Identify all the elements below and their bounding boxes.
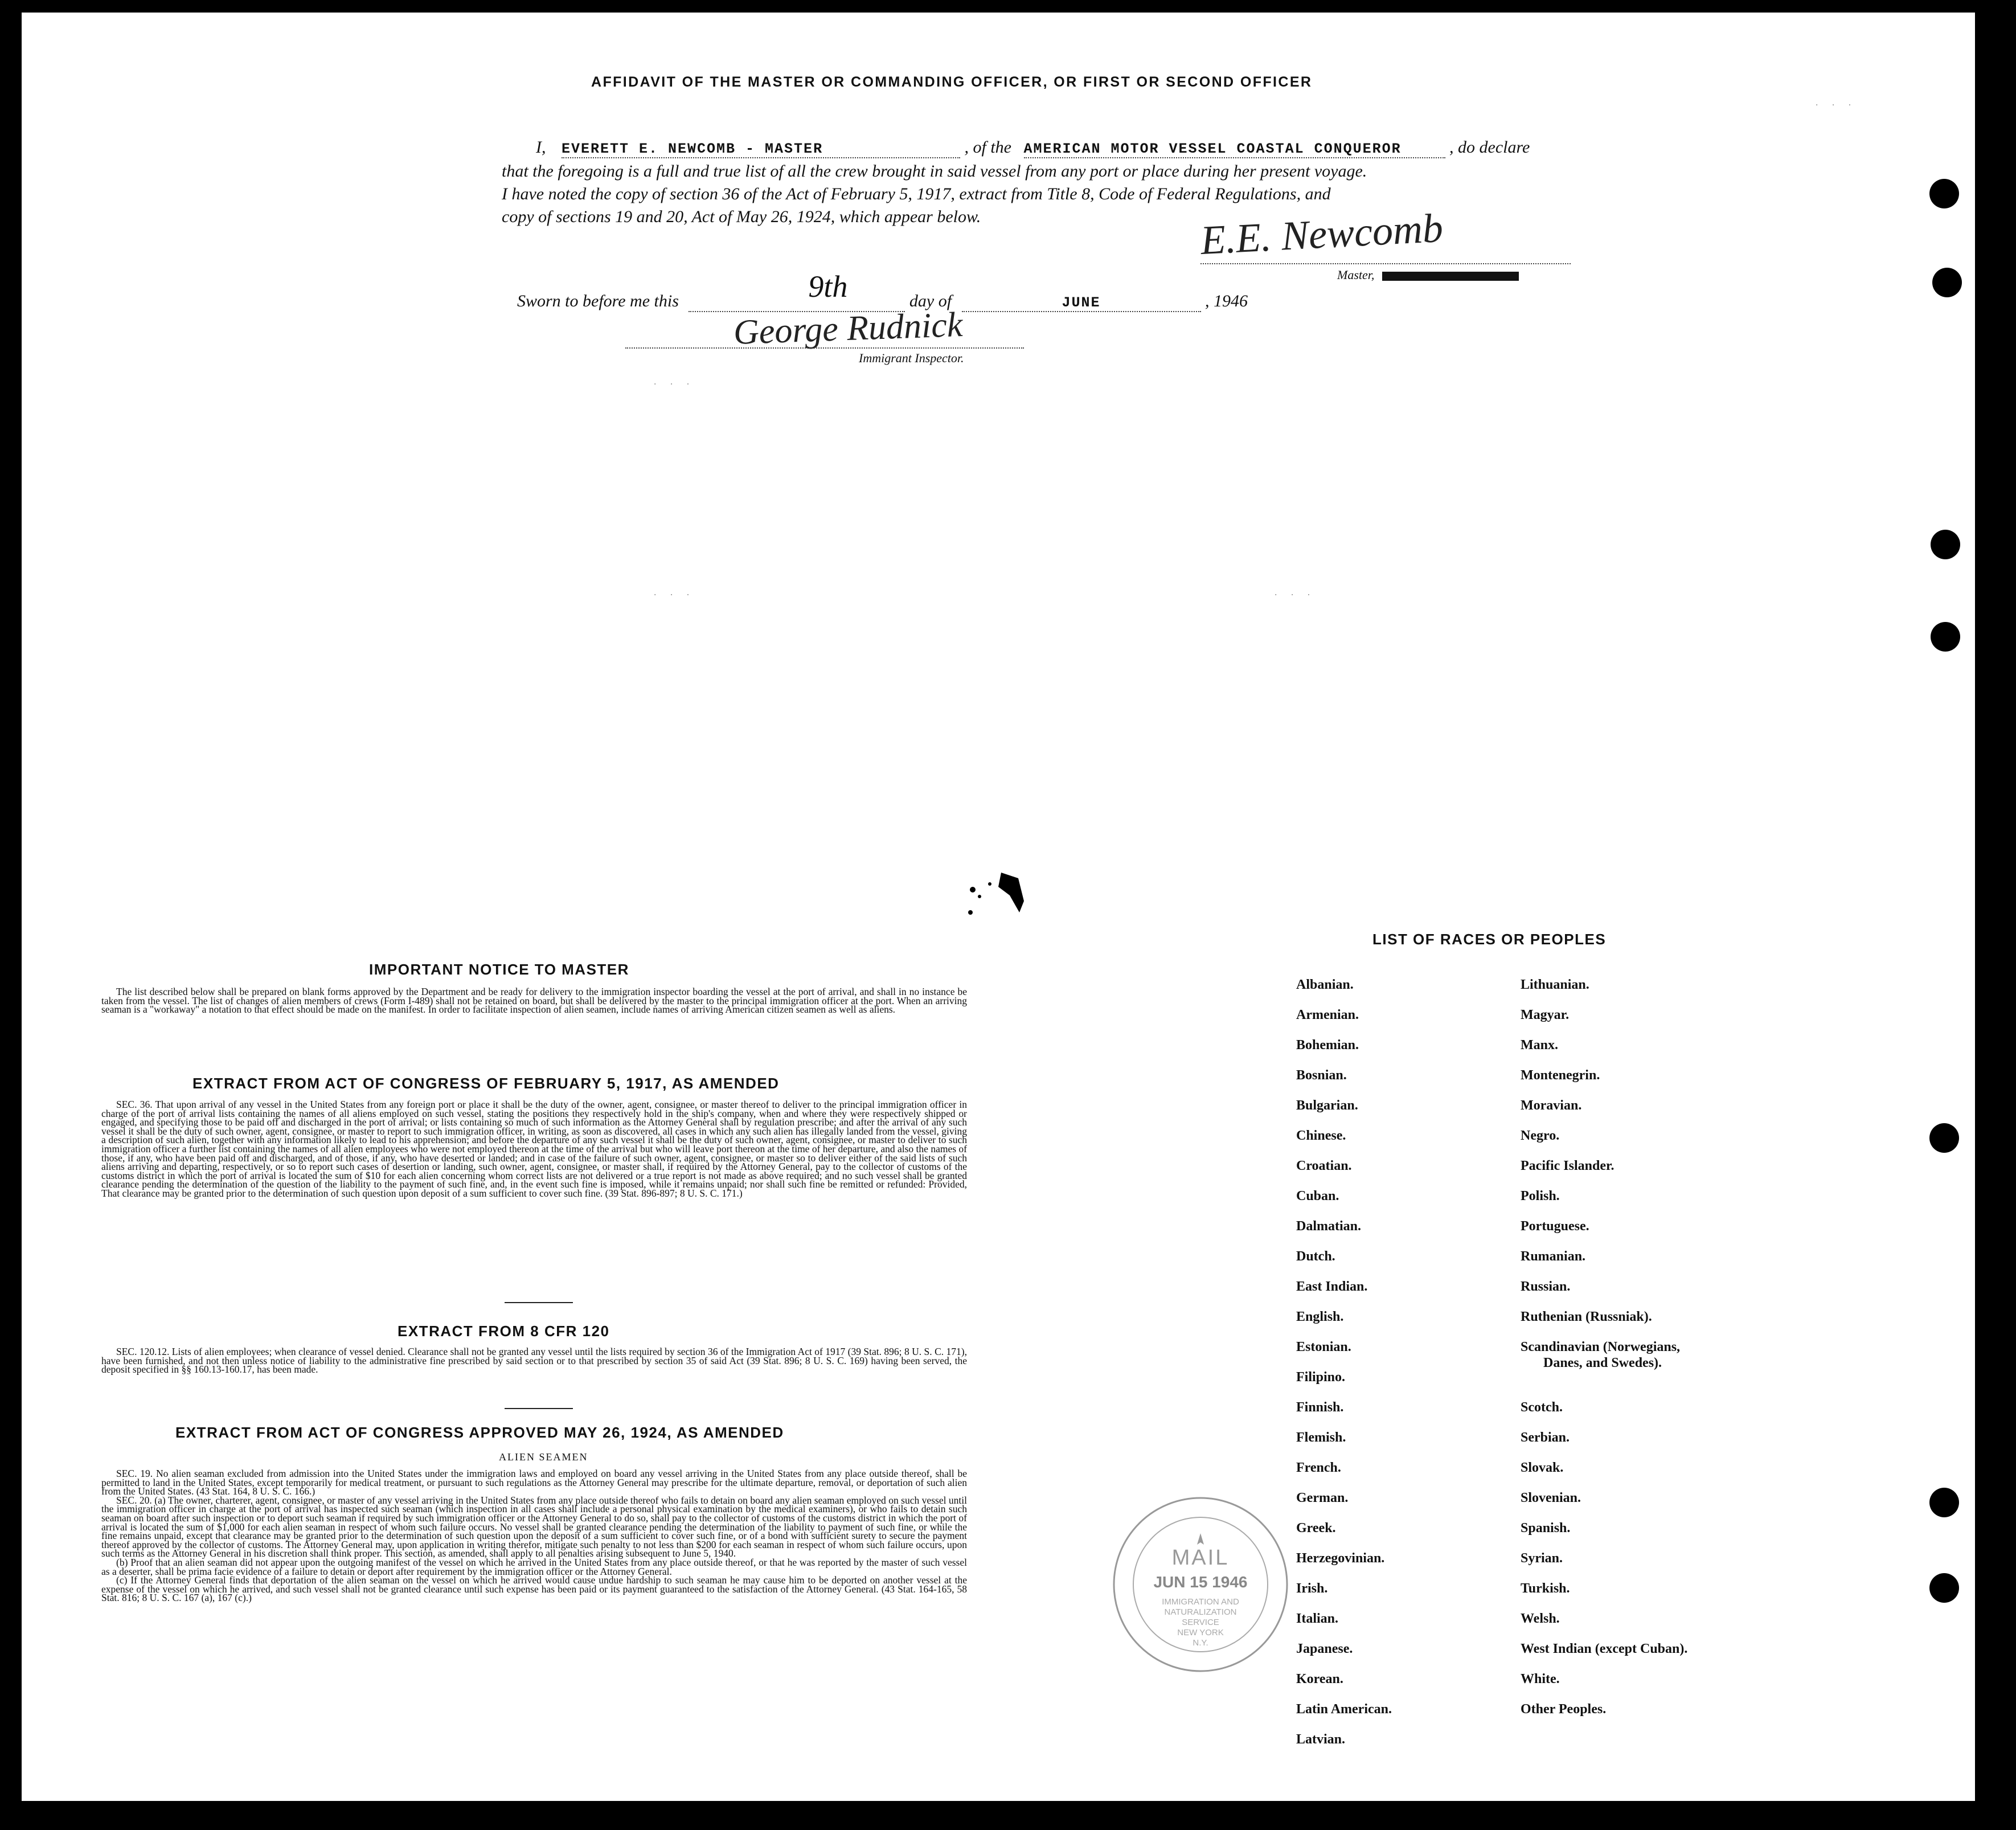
extract-cfr-title: EXTRACT FROM 8 CFR 120 (398, 1323, 610, 1340)
extract-cfr-paragraph: SEC. 120.12. Lists of alien employees; when clearance of vessel denied. Clearance shall not be granted any vessel until the lists required by section 36 of the Immigration Act of 1917 (39 Stat. 896; 8 U. S. C. 171), have been furnished, and not then unless notice of liability to the administrative fine prescribed by said section or to that prescribed by section 35 of said Act (39 Stat. 896; 8 U. S. C. 169) having been served, the deposit specified in §§ 160.13-160.17, has been made. (101, 1346, 967, 1375)
race-item: Moravian. (1521, 1098, 1582, 1113)
declarant-name: EVERETT E. NEWCOMB - MASTER (562, 141, 823, 157)
inspector-line (625, 347, 1024, 349)
race-item: Armenian. (1296, 1008, 1359, 1022)
ink-blot (967, 861, 1035, 924)
race-item: French. (1296, 1460, 1341, 1475)
race-item: Slovenian. (1521, 1491, 1581, 1505)
sworn-day: 9th (808, 269, 848, 304)
punch-hole (1931, 530, 1960, 559)
race-item: Portuguese. (1521, 1219, 1589, 1234)
race-item: Danes, and Swedes). (1543, 1356, 1662, 1370)
notice-paragraph: The list described below shall be prepared on blank forms approved by the Department and be ready for delivery to the immigration inspector boarding the vessel at the port of arrival, and shall in no instance be taken from the vessel. The list of changes of alien members of crews (Form I-489) shall not be retained on board, but shall be delivered by the master to the principal immigration officer at the port. When an arriving seaman is a "workaway" a notation to that effect should be made on the manifest. In order to facilitate inspection of alien seamen, include names of arriving American citizen seamen as well as aliens. (101, 986, 967, 1016)
race-item: Syrian. (1521, 1551, 1563, 1566)
race-item: Bulgarian. (1296, 1098, 1358, 1113)
master-signature: E.E. Newcomb (1199, 204, 1444, 264)
stamp-text-2: NATURALIZATION (1164, 1607, 1237, 1617)
stamp-text-5: N.Y. (1193, 1638, 1208, 1648)
race-item: Ruthenian (Russniak). (1521, 1309, 1652, 1324)
race-item: Japanese. (1296, 1641, 1353, 1656)
race-item: Lithuanian. (1521, 977, 1589, 992)
vessel-name: AMERICAN MOTOR VESSEL COASTAL CONQUEROR (1023, 141, 1402, 157)
stamp-text-3: SERVICE (1182, 1618, 1219, 1627)
stamp-word: MAIL (1171, 1546, 1230, 1570)
race-item: German. (1296, 1491, 1349, 1505)
extract-1917-paragraph: SEC. 36. That upon arrival of any vessel in the United States from any foreign port or place it shall be the duty of the owner, agent, consignee, or master thereof to deliver to the principal immigration officer in charge of the port of arrival lists containing the names of all aliens employed on such vessel, stating the positions they respectively hold in the ship's company, when and where they were respectively shipped or engaged, and specifying those to be paid off and discharged in the port of arrival; or lists containing so much of such information as the Attorney General shall by regulation prescribe; and after the arrival of any such vessel it shall be the duty of such owner, agent, consignee, or master to report to such immigration officer, in writing, as soon as discovered, all cases in which any such alien has illegally landed from the vessel, giving a description of such alien, together with any information likely to lead to his apprehension; and before the departure of any such vessel it shall be the duty of such owner, agent, consignee, or master to deliver to such immigration officer a further list containing the names of all alien employees who were not employed thereon at the time of the arrival but who will leave port thereon at the time of her departure, and also the names of those, if any, who have been paid off and discharged, and of those, if any, who have deserted or landed; and in case of the failure of such owner, agent, consignee, or master so to deliver either of the said lists of such aliens arriving and departing, respectively, or so to report such cases of desertion or landing, such owner, agent, consignee, or master shall, if required by the Attorney General, pay to the collector of customs of the customs district in which the port of arrival is located the sum of $10 for each alien concerning whom correct lists are not delivered or a true report is not made as above required; and no such vessel shall be granted clearance pending the determination of the question of the liability to the payment of such fine, and, in the event such fine is imposed, while it remains unpaid; nor shall such fine be remitted or refunded: Provided, That clearance may be granted prior to the determination of such question upon deposit of a sum sufficient to cover such fine. (39 Stat. 896-897; 8 U. S. C. 171.) (101, 1099, 967, 1199)
race-item: Albanian. (1296, 977, 1354, 992)
race-item: Magyar. (1521, 1008, 1570, 1022)
race-item: East Indian. (1296, 1279, 1368, 1294)
race-item: Scotch. (1521, 1400, 1563, 1415)
extract-1917-body (101, 1100, 967, 1198)
race-item: Negro. (1521, 1128, 1560, 1143)
faint-marks: . . . (654, 588, 695, 597)
master-caption (1337, 268, 1519, 283)
affidavit-line-4: copy of sections 19 and 20, Act of May 26, 1924, which appear below. (502, 207, 981, 226)
race-item: Estonian. (1296, 1340, 1351, 1354)
extract-cfr-body (101, 1348, 967, 1374)
race-item: Herzegovinian. (1296, 1551, 1385, 1566)
notice-title: IMPORTANT NOTICE TO MASTER (369, 961, 629, 978)
race-item: Korean. (1296, 1672, 1343, 1686)
inspector-signature: George Rudnick (732, 305, 964, 352)
extract-1924-sec20b: (b) Proof that an alien seaman did not appear upon the outgoing manifest of the vessel on which he arrived in the United States from any place outside thereof, or that he was reported by the master of such vessel as a deserter, shall be prima facie evidence of a failure to detain or deport after requirement by the immigration officer or the Attorney General. (101, 1556, 967, 1577)
document-page (22, 13, 1975, 1801)
race-item: Italian. (1296, 1611, 1339, 1626)
race-item: Turkish. (1521, 1581, 1570, 1596)
race-item: Polish. (1521, 1189, 1560, 1203)
extract-1924-body (101, 1469, 967, 1603)
separator (505, 1302, 573, 1303)
sworn-month: JUNE (1062, 294, 1101, 311)
extract-1924-sec20c: (c) If the Attorney General finds that deportation of the alien seaman on the vessel on which he arrived would cause undue hardship to such seaman he may cause him to be deported on another vessel at the expense of the vessel on which he arrived, and such vessel shall not be granted clearance until such expense has been paid or its payment guaranteed to the satisfaction of the Attorney General. (43 Stat. 164-165, 58 Stat. 816; 8 U. S. C. 167 (a), 167 (c).) (101, 1574, 967, 1604)
race-item: Other Peoples. (1521, 1702, 1607, 1717)
punch-hole (1929, 1488, 1959, 1517)
race-item: West Indian (except Cuban). (1521, 1641, 1688, 1656)
affidavit-line-1 (502, 138, 1550, 158)
punch-hole (1929, 1123, 1959, 1153)
master-caption-text: Master, (1337, 268, 1375, 282)
race-item: English. (1296, 1309, 1344, 1324)
race-item: Spanish. (1521, 1521, 1571, 1536)
inspector-caption: Immigrant Inspector. (859, 351, 964, 365)
race-item: Flemish. (1296, 1430, 1346, 1445)
race-item: Dalmatian. (1296, 1219, 1361, 1234)
extract-1924-title: EXTRACT FROM ACT OF CONGRESS APPROVED MAY 26, 1924, AS AMENDED (175, 1424, 784, 1441)
race-item: Cuban. (1296, 1189, 1339, 1203)
extract-1917-title: EXTRACT FROM ACT OF CONGRESS OF FEBRUARY 5, 1917, AS AMENDED (192, 1075, 780, 1092)
race-item: Latvian. (1296, 1732, 1346, 1747)
affidavit-prefix: I, (536, 138, 546, 157)
race-item: Latin American. (1296, 1702, 1392, 1717)
notice-body (101, 988, 967, 1014)
sworn-day-label: day of (909, 292, 952, 310)
race-item: Filipino. (1296, 1370, 1346, 1385)
faint-marks: . . . (1816, 98, 1857, 108)
race-item: Manx. (1521, 1038, 1558, 1053)
race-item: Irish. (1296, 1581, 1328, 1596)
mail-received-stamp (1109, 1493, 1292, 1676)
races-column-2 (1521, 976, 1687, 1731)
affidavit-line-2: that the foregoing is a full and true list of all the crew brought in said vessel from any port or place during her present voyage. (502, 162, 1367, 181)
race-item: Rumanian. (1521, 1249, 1586, 1264)
race-item: White. (1521, 1672, 1560, 1686)
race-item: Dutch. (1296, 1249, 1335, 1264)
race-item: Montenegrin. (1521, 1068, 1600, 1083)
affidavit-of-the: , of the (964, 138, 1011, 157)
race-item: Greek. (1296, 1521, 1336, 1536)
stamp-text-1: IMMIGRATION AND (1162, 1597, 1239, 1607)
race-item: Chinese. (1296, 1128, 1346, 1143)
extract-1924-sec19: SEC. 19. No alien seaman excluded from admission into the United States under the immigration laws and employed on board any vessel arriving in the United States from any place outside thereof, shall be permitted to land in the United States, except temporarily for medical treatment, or pursuant to such regulations as the Attorney General may prescribe for the ultimate departure, removal, or deportation of such alien from the United States. (43 Stat. 164, 8 U. S. C. 166.) (101, 1468, 967, 1497)
punch-hole (1931, 622, 1960, 652)
stamp-date: JUN 15 1946 (1153, 1573, 1248, 1591)
struck-out-text (1382, 272, 1519, 281)
race-item: Bosnian. (1296, 1068, 1347, 1083)
race-item: Pacific Islander. (1521, 1158, 1615, 1173)
extract-1924-sec20a: SEC. 20. (a) The owner, charterer, agent, consignee, or master of any vessel arriving in the United States from any place outside thereof who fails to detain on board any alien seaman employed on such vessel until the immigration officer in charge at the port of arrival has inspected such seaman (which inspection in all cases shall include a personal physical examination by the medical examiners), or who fails to detain such seaman on board after such inspection or to deport such seaman if required by such immigration officer or the Attorney General to do so, shall pay to the collector of customs of the customs district in which the port of arrival is located the sum of $1,000 for each alien seaman in respect of whom such failure occurs. No vessel shall be granted clearance pending the determination of the liability to payment of such fine, or while the fine remains unpaid, except that clearance may be granted prior to the determination of such question upon the deposit of a sum sufficient to cover such fine, or of a bond with sufficient surety to secure the payment thereof approved by the collector of customs. The Attorney General may, upon application in writing therefor, mitigate such penalty to not less than $200 for each seaman in respect of whom such failure occurs, upon such terms as the Attorney General in his discretion shall think proper. This section, as amended, shall apply to all penalties arising subsequent to June 5, 1940. (101, 1494, 967, 1559)
stamp-text-4: NEW YORK (1177, 1628, 1224, 1637)
signature-line (1200, 263, 1571, 264)
separator (505, 1408, 573, 1409)
races-title: LIST OF RACES OR PEOPLES (1372, 931, 1607, 948)
race-item: Russian. (1521, 1279, 1571, 1294)
race-item: Welsh. (1521, 1611, 1560, 1626)
races-column-1 (1296, 976, 1392, 1761)
sworn-year: , 1946 (1205, 292, 1248, 310)
race-item: Slovak. (1521, 1460, 1564, 1475)
affidavit-do-declare: , do declare (1449, 138, 1530, 157)
race-item: Bohemian. (1296, 1038, 1359, 1053)
race-item: Finnish. (1296, 1400, 1344, 1415)
affidavit-line-3: I have noted the copy of section 36 of the Act of February 5, 1917, extract from Title 8, Code of Federal Regulations, and (502, 185, 1331, 203)
punch-hole (1929, 179, 1959, 208)
faint-marks: . . . (654, 377, 695, 387)
affidavit-title: AFFIDAVIT OF THE MASTER OR COMMANDING OFFICER, OR FIRST OR SECOND OFFICER (591, 74, 1313, 90)
race-item: Serbian. (1521, 1430, 1570, 1445)
race-item: Croatian. (1296, 1158, 1352, 1173)
extract-1924-subtitle: ALIEN SEAMEN (499, 1451, 588, 1463)
punch-hole (1929, 1573, 1959, 1603)
punch-hole (1932, 268, 1962, 297)
sworn-prefix: Sworn to before me this (517, 292, 679, 310)
faint-marks: . . . (1275, 588, 1316, 597)
race-item: Scandinavian (Norwegians, (1521, 1340, 1681, 1354)
